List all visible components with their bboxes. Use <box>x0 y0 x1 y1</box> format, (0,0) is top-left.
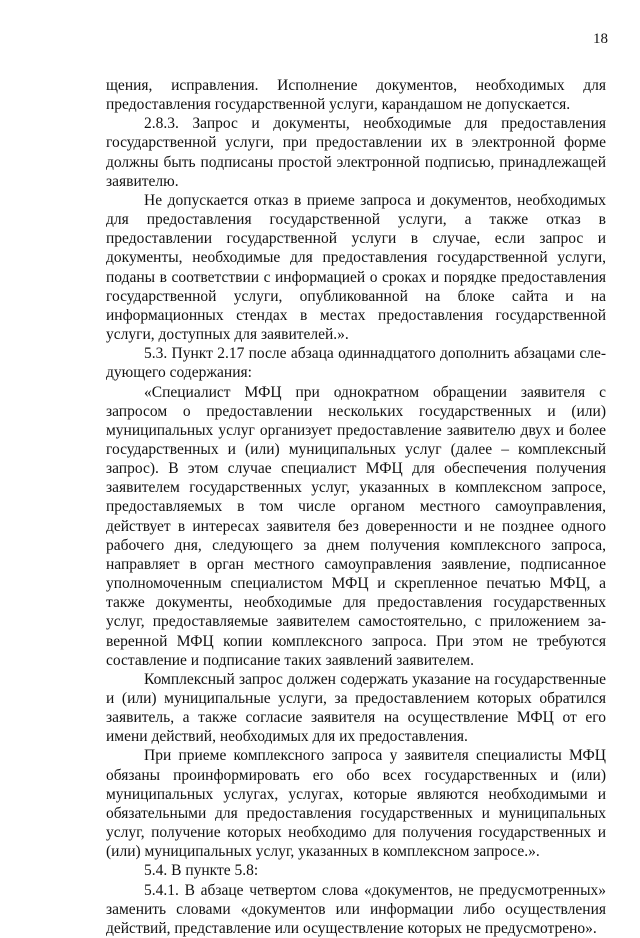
paragraph: 5.3. Пункт 2.17 после абзаца одиннадцатого дополнить абзацами следующего содержания: <box>106 345 606 382</box>
paragraph: 5.4.1. В абзаце четвертом слова «документов, не предусмотренных» заменить словами «документов или информации либо осуществления действий, представление или осуществление которых не предусмотрено». <box>106 881 606 937</box>
paragraph: щения, исправления. Исполнение документов, необходимых для предоставления государственной услуги, карандашом не допускается. <box>106 77 606 114</box>
paragraph: «Специалист МФЦ при однократном обращении заявителя с запросом о предоставлении нескольких государственных и (или) муниципальных услуг организует предоставление заявителю двух и более государственных и (или) муниципальных услуг (далее – комплексный запрос). В этом случае специалист МФЦ для обеспечения получения заявителем государственных услуг, указанных в комплексном запросе, предоставляемых в том числе органом местного самоуправления, действует в интересах заявителя без доверенности и не позднее одного рабочего дня, следующего за днем получения комплексного запроса, направляет в орган местного самоуправления заявление, подписанное уполномоченным специалистом МФЦ и скрепленное печатью МФЦ, а также документы, необходимые для предоставления государственных услуг, предоставляемые заявителем самостоятельно, с приложением заверенной МФЦ копии комплексного запроса. При этом не требуются составление и подписание таких заявлений заявителем. <box>106 383 606 669</box>
paragraph: Комплексный запрос должен содержать указание на государственные и (или) муниципальные услуги, за предоставлением которых обратился заявитель, а также согласие заявителя на осуществление МФЦ от его имени действий, необходимых для их предоставления. <box>106 670 606 746</box>
paragraph: 2.8.3. Запрос и документы, необходимые для предоставления государственной услуги, при предоставлении их в электронной форме должны быть подписаны простой электронной подписью, принадлежащей заявителю. <box>106 115 606 190</box>
document-body <box>106 76 606 938</box>
paragraph: 5.4. В пункте 5.8: <box>144 862 259 880</box>
page-number: 18 <box>593 31 608 47</box>
paragraph: При приеме комплексного запроса у заявителя специалисты МФЦ обязаны проинформировать его обо всех государственных и (или) муниципальных услугах, услугах, которые являются необходимыми и обязательными для предоставления государственных и муниципальных услуг, получение которых необходимо для получения государственных и (или) муниципальных услуг, указанных в комплексном запросе.». <box>106 747 606 861</box>
paragraph: Не допускается отказ в приеме запроса и документов, необходимых для предоставления государственной услуги, а также отказ в предоставлении государственной услуги в случае, если запрос и документы, необходимые для предоставления государственной услуги, поданы в соответствии с информацией о сроках и порядке предоставления государственной услуги, опубликованной на блоке сайта и на информационных стендах в местах предоставления государственной услуги, доступных для заявителей.». <box>106 191 606 344</box>
